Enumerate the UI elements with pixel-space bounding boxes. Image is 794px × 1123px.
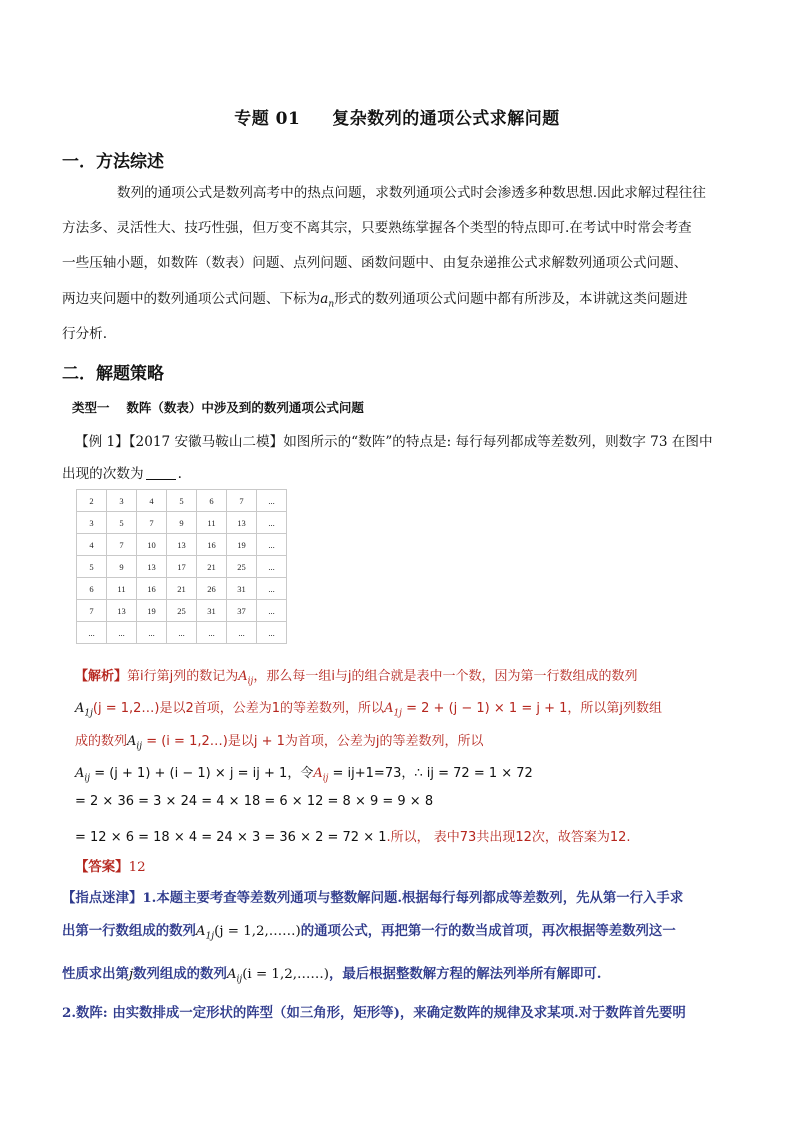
solution-line-6: = 12 × 6 = 18 × 4 = 24 × 3 = 36 × 2 = 72 × 1.所以， 表中73共出现12次，故答案为12.	[75, 830, 631, 845]
grid-cell: 2	[77, 490, 107, 512]
grid-cell: ...	[107, 622, 137, 644]
grid-cell: 16	[197, 534, 227, 556]
grid-cell: 17	[167, 556, 197, 578]
tips-line-2: 出第一行数组成的数列$A_{1j}(j$ = 1,2,……)的通项公式，再把第一行的数当成首项，再次根据等差数列这一	[62, 923, 676, 942]
section-heading-method: 一．方法综述	[62, 152, 164, 172]
grid-cell: 4	[77, 534, 107, 556]
grid-cell: 7	[77, 600, 107, 622]
example-line-1: 【例 1】【2017 安徽马鞍山二模】如图所示的“数阵”的特点是: 每行每列都成等差数列，则数字 73 在图中	[75, 434, 713, 450]
grid-cell: 19	[227, 534, 257, 556]
paragraph-line-3: 一些压轴小题，如数阵（数表）问题、点列问题、函数问题中、由复杂递推公式求解数列通项公式问题、	[62, 255, 688, 271]
grid-row	[77, 578, 287, 600]
paragraph-line-4b: 形式的数列通项公式问题中都有所涉及，本讲就这类问题进	[334, 291, 688, 307]
grid-cell: 19	[137, 600, 167, 622]
grid-cell: 7	[227, 490, 257, 512]
paragraph-line-4	[62, 282, 688, 323]
grid-cell: 3	[77, 512, 107, 534]
grid-cell: 26	[197, 578, 227, 600]
example-line-2: 出现的次数为 .	[62, 466, 182, 482]
grid-cell: ...	[257, 622, 287, 644]
tips-line-1: 【指点迷津】1.本题主要考查等差数列通项与整数解问题.根据每行每列都成等差数列，先从第一行入手求	[62, 890, 684, 906]
number-grid	[76, 489, 287, 644]
grid-cell: 21	[197, 556, 227, 578]
title-text: 复杂数列的通项公式求解问题	[332, 109, 560, 129]
grid-cell: ...	[257, 600, 287, 622]
grid-cell: 7	[107, 534, 137, 556]
paragraph-line-1: 数列的通项公式是数列高考中的热点问题，求数列通项公式时会渗透多种数思想.因此求解过程往往	[117, 185, 706, 201]
grid-cell: ...	[257, 578, 287, 600]
title-prefix: 专题 01	[234, 109, 301, 129]
solution-line-1: 【解析】第i行第j列的数记为$A_{ij}$，那么每一组i与j的组合就是表中一个数，因为第一行数组成的数列	[75, 669, 638, 687]
grid-row	[77, 622, 287, 644]
tips-line-3: 性质求出第j数列组成的数列$A_{ij}(i$ = 1,2,……)，最后根据整数解方程的解法列举所有解即可.	[62, 966, 602, 985]
grid-cell: ...	[137, 622, 167, 644]
page-title	[0, 104, 794, 129]
grid-cell: 3	[107, 490, 137, 512]
grid-cell: 13	[167, 534, 197, 556]
grid-cell: ...	[197, 622, 227, 644]
grid-cell: 9	[167, 512, 197, 534]
grid-cell: 5	[77, 556, 107, 578]
answer-blank	[146, 479, 176, 480]
paragraph-line-5: 行分析.	[62, 326, 108, 342]
grid-cell: 4	[137, 490, 167, 512]
paragraph-line-2: 方法多、灵活性大、技巧性强，但万变不离其宗，只要熟练掌握各个类型的特点即可.在考试中时常会考查	[62, 220, 692, 236]
section-heading-strategy: 二．解题策略	[62, 364, 164, 384]
math-a-n: $a_n$	[320, 291, 335, 310]
grid-row	[77, 490, 287, 512]
grid-cell: 31	[227, 578, 257, 600]
grid-cell: ...	[257, 490, 287, 512]
grid-cell: 5	[167, 490, 197, 512]
grid-cell: 7	[137, 512, 167, 534]
tips-line-4: 2.数阵: 由实数排成一定形状的阵型（如三角形，矩形等)，来确定数阵的规律及求某项.对于数阵首先要明	[62, 1005, 686, 1021]
answer-line: 【答案】12	[75, 859, 146, 875]
grid-cell: 21	[167, 578, 197, 600]
grid-cell: 13	[137, 556, 167, 578]
grid-cell: ...	[227, 622, 257, 644]
grid-cell: 13	[107, 600, 137, 622]
grid-row	[77, 534, 287, 556]
grid-cell: 25	[167, 600, 197, 622]
grid-cell: 11	[197, 512, 227, 534]
grid-cell: 37	[227, 600, 257, 622]
grid-cell: 13	[227, 512, 257, 534]
solution-line-3: 成的数列$A_{ij} = (i$ = 1,2…)是以j + 1为首项，公差为j的等差数列，所以	[75, 734, 484, 752]
solution-line-2: $A_{1j}(j$ = 1,2…)是以2首项，公差为1的等差数列，所以$A_{1j} = 2 + (j - 1) \times 1 = j + 1$，所以第j列数组	[75, 701, 662, 719]
grid-cell: 25	[227, 556, 257, 578]
grid-cell: ...	[257, 512, 287, 534]
grid-cell: 11	[107, 578, 137, 600]
solution-line-5: = 2 × 36 = 3 × 24 = 4 × 18 = 6 × 12 = 8 × 9 = 9 × 8	[75, 794, 434, 809]
grid-cell: ...	[77, 622, 107, 644]
grid-cell: 10	[137, 534, 167, 556]
type-heading: 类型一 数阵（数表）中涉及到的数列通项公式问题	[72, 400, 364, 415]
grid-row	[77, 512, 287, 534]
grid-cell: 6	[197, 490, 227, 512]
grid-row	[77, 600, 287, 622]
grid-cell: 6	[77, 578, 107, 600]
grid-cell: 31	[197, 600, 227, 622]
paragraph-line-4a: 两边夹问题中的数列通项公式问题、下标为	[62, 291, 321, 307]
grid-cell: 9	[107, 556, 137, 578]
grid-cell: ...	[167, 622, 197, 644]
grid-cell: ...	[257, 556, 287, 578]
grid-cell: 5	[107, 512, 137, 534]
grid-cell: 16	[137, 578, 167, 600]
grid-cell: ...	[257, 534, 287, 556]
solution-line-4: $A_{ij} = (j + 1) + (i - 1) \times j$ = ij + 1，令$A_{ij} = ij+1=73$，∴ ij = 72 = 1 × 72	[75, 766, 533, 784]
grid-row	[77, 556, 287, 578]
